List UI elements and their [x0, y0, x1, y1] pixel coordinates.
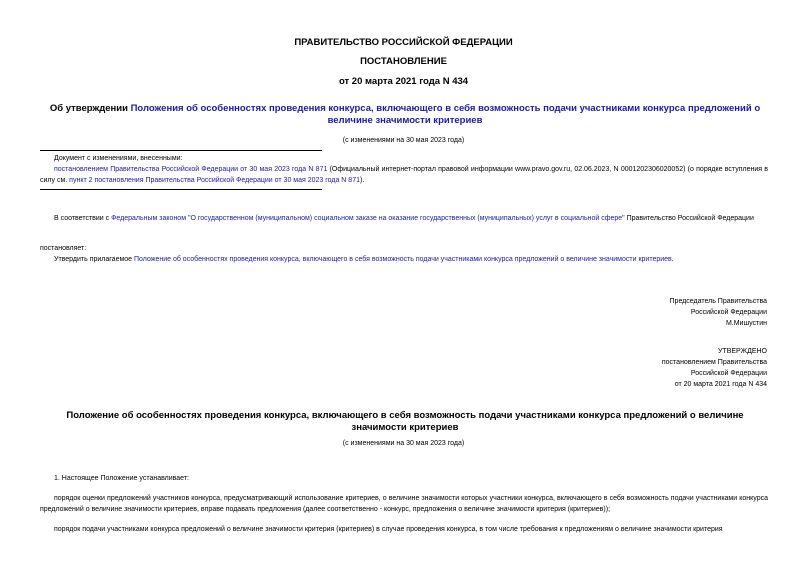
signature-name: М.Мишустин — [725, 320, 767, 327]
approval-date: от 20 марта 2021 года N 434 — [674, 381, 767, 388]
changes-heading — [40, 153, 768, 164]
regulation-title: Положение об особенностях проведения конкурса, включающего в себя возможность подачи участниками конкурса предложений о величине значимости критериев — [66, 410, 744, 433]
changes-text-2: ). — [359, 177, 365, 184]
approval-stamp — [662, 346, 767, 390]
decree-word: постановляет: — [40, 245, 87, 252]
changes-heading-text: Документ с изменениями, внесенными: — [54, 155, 183, 162]
approval-title: УТВЕРЖДЕНО — [717, 348, 767, 355]
changes-link-1[interactable]: постановлением Правительства Российской Федерации от 30 мая 2023 года N 871 — [54, 166, 328, 173]
document-title — [44, 103, 766, 127]
changes-link-2[interactable]: пункт 2 постановления Правительства Российской Федерации от 30 мая 2023 года N 871 — [69, 177, 360, 184]
approve-prefix: Утвердить прилагаемое — [54, 256, 135, 263]
preamble-prefix: В соответствии с — [54, 215, 112, 222]
changes-top-divider — [40, 150, 322, 151]
regulation-paragraph-1: порядок оценки предложений участников конкурса, предусматривающий использование критериев, о величине значимости которых участники конкурса, включающего в себя возможность подачи участниками конкурса предложений о величине значимости критериев, вправе подавать предложения (далее соответственно - конкурс, предложения о величине значимости критерия (критериев)); — [40, 495, 768, 513]
signature-block — [670, 296, 767, 329]
signature-position: Председатель Правительства — [669, 298, 767, 305]
approve-suffix: . — [671, 256, 674, 263]
regulation-link[interactable]: Положение об особенностях проведения конкурса, включающего в себя возможность подачи участниками конкурса предложений о величине значимости критериев — [134, 256, 672, 263]
preamble-suffix: Правительство Российской Федерации — [624, 215, 754, 222]
changes-text-1: (Официальный интернет-портал правовой информации www.pravo.gov.ru, 02.06.2023, N 0001202306020052) (о порядке вступления в силу см. — [40, 166, 768, 184]
amendment-note: (с изменениями на 30 мая 2023 года) — [342, 137, 465, 144]
preamble-paragraph — [40, 213, 768, 224]
title-prefix: Об утверждении — [49, 103, 131, 114]
signature-country: Российской Федерации — [690, 309, 767, 316]
regulation-item-1: 1. Настоящее Положение устанавливает: — [54, 475, 189, 482]
changes-text — [40, 164, 768, 186]
approval-by: постановлением Правительства — [661, 359, 767, 366]
federal-law-link[interactable]: Федеральным законом "О государственном (муниципальном) социальном заказе на оказание государственных (муниципальных) услуг в социальной сфере" — [111, 215, 625, 222]
regulation-amendment-note: (с изменениями на 30 мая 2023 года) — [342, 440, 465, 447]
approval-country: Российской Федерации — [690, 370, 767, 377]
changes-bottom-divider — [40, 189, 322, 190]
regulation-paragraph-2: порядок подачи участниками конкурса предложений о величине значимости критерия (критериев) в случае проведения конкурса, в том числе требования к предложениям о величине значимости критерия — [54, 526, 723, 533]
header-date: от 20 марта 2021 года N 434 — [338, 76, 469, 87]
approve-paragraph — [40, 254, 768, 265]
title-link[interactable]: Положения об особенностях проведения конкурса, включающего в себя возможность подачи участниками конкурса предложений о величине значимости критериев — [130, 103, 761, 126]
header-doc-type: ПОСТАНОВЛЕНИЕ — [360, 56, 447, 67]
header-government: ПРАВИТЕЛЬСТВО РОССИЙСКОЙ ФЕДЕРАЦИИ — [294, 37, 513, 48]
